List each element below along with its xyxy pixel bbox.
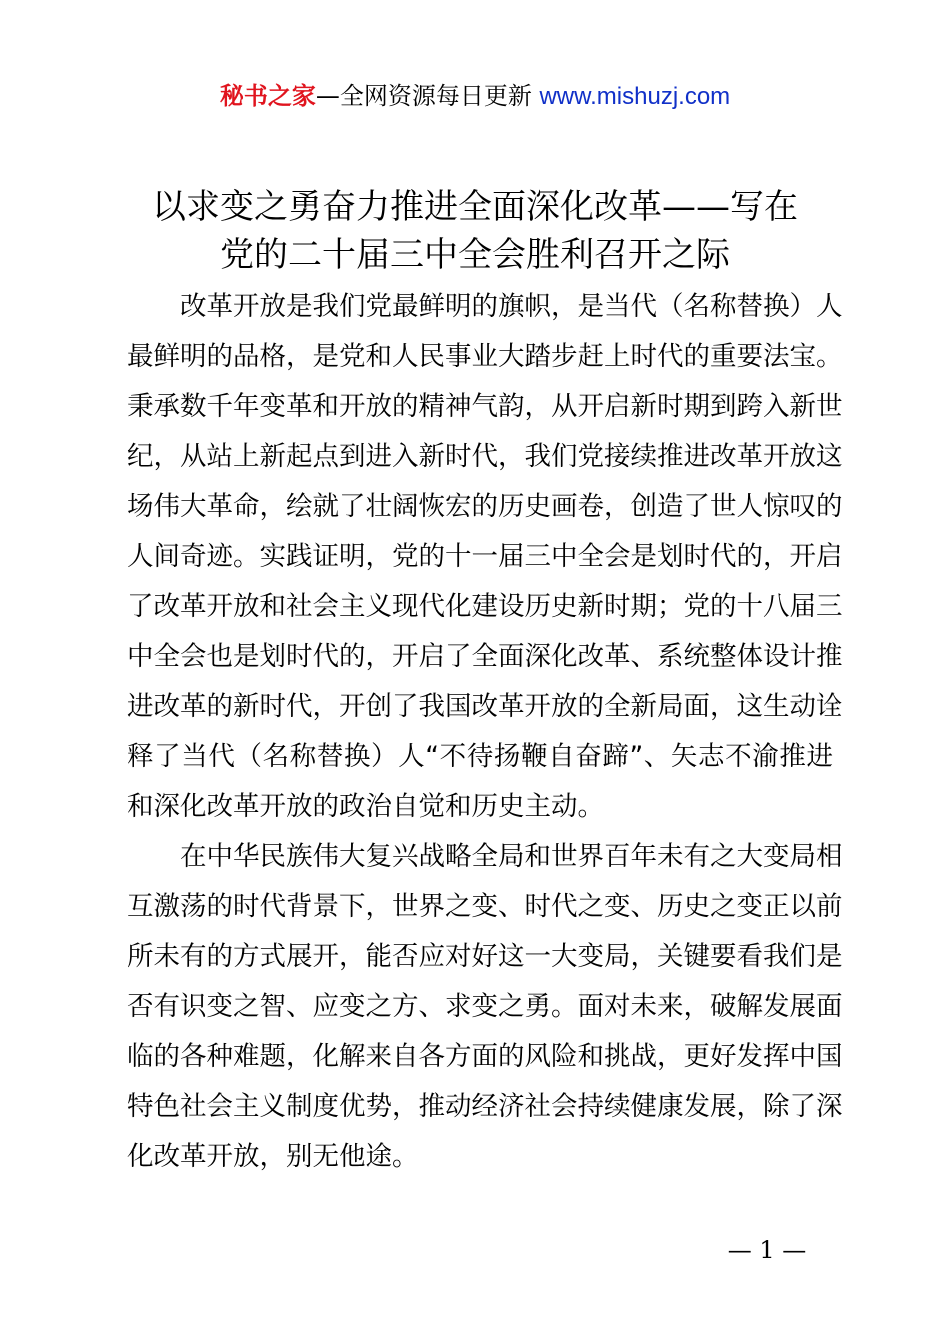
paragraph-line: 中全会也是划时代的，开启了全面深化改革、系统整体设计推	[127, 641, 843, 672]
site-brand: 秘书之家	[219, 82, 316, 110]
paragraph-line: 释了当代（名称替换）人“不待扬鞭自奋蹄”、矢志不渝推进	[127, 741, 833, 772]
paragraph-line: 互激荡的时代背景下，世界之变、时代之变、历史之变正以前	[127, 891, 843, 922]
paragraph-line: 在中华民族伟大复兴战略全局和世界百年未有之大变局相	[180, 841, 843, 872]
paragraph-line: 特色社会主义制度优势，推动经济社会持续健康发展，除了深	[127, 1091, 843, 1122]
paragraph-line: 和深化改革开放的政治自觉和历史主动。	[127, 791, 604, 822]
site-header	[0, 80, 950, 113]
paragraph-line: 场伟大革命，绘就了壮阔恢宏的历史画卷，创造了世人惊叹的	[127, 491, 843, 522]
article-body	[127, 282, 843, 1182]
paragraph-line: 纪，从站上新起点到进入新时代，我们党接续推进改革开放这	[127, 441, 843, 472]
paragraph-line: 进改革的新时代，开创了我国改革开放的全新局面，这生动诠	[127, 691, 843, 722]
paragraph-2	[127, 832, 843, 1182]
article-title-line-1: 以求变之勇奋力推进全面深化改革——写在	[152, 187, 798, 227]
article-title	[100, 183, 850, 279]
paragraph-line: 所未有的方式展开，能否应对好这一大变局，关键要看我们是	[127, 941, 843, 972]
article-title-line-2: 党的二十届三中全会胜利召开之际	[220, 235, 730, 275]
paragraph-line: 最鲜明的品格，是党和人民事业大踏步赶上时代的重要法宝。	[127, 341, 843, 372]
paragraph-line: 临的各种难题，化解来自各方面的风险和挑战，更好发挥中国	[127, 1041, 843, 1072]
page-number: — 1 —	[727, 1236, 807, 1264]
paragraph-line: 秉承数千年变革和开放的精神气韵，从开启新时期到跨入新世	[127, 391, 843, 422]
paragraph-line: 人间奇迹。实践证明，党的十一届三中全会是划时代的，开启	[127, 541, 843, 572]
paragraph-line: 化改革开放，别无他途。	[127, 1141, 419, 1172]
paragraph-1	[127, 282, 843, 832]
paragraph-line: 否有识变之智、应变之方、求变之勇。面对未来，破解发展面	[127, 991, 843, 1022]
site-tagline: —全网资源每日更新	[315, 82, 532, 110]
site-url-link[interactable]: www.mishuzj.com	[539, 83, 731, 110]
paragraph-line: 了改革开放和社会主义现代化建设历史新时期；党的十八届三	[127, 591, 843, 622]
paragraph-line: 改革开放是我们党最鲜明的旗帜，是当代（名称替换）人	[180, 291, 843, 322]
